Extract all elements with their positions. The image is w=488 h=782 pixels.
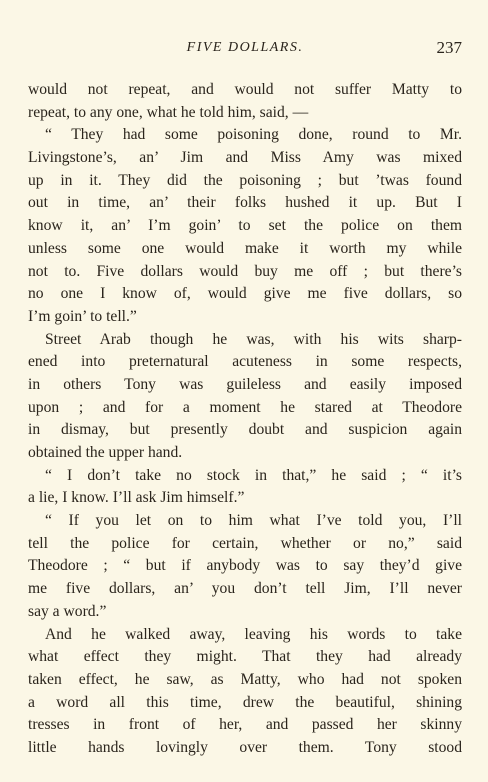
text-line: taken effect, he saw, as Matty, who had not spoken (28, 670, 462, 688)
text-line: unless some one would make it worth my while (28, 239, 462, 257)
text-line: repeat, to any one, what he told him, said, — (28, 103, 309, 121)
text-line: upon ; and for a moment he stared at Theodore (28, 398, 462, 416)
text-line: would not repeat, and would not suffer Matty to (28, 81, 462, 98)
text-line: “ I don’t take no stock in that,” he said ; “ it’s (45, 466, 462, 484)
text-line: I’m goin’ to tell.” (28, 307, 137, 325)
text-line: “ If you let on to him what I’ve told you, I’ll (45, 512, 462, 530)
text-line: in dismay, but presently doubt and suspicion again (28, 421, 462, 439)
text-line: Livingstone’s, an’ Jim and Miss Amy was mixed (28, 149, 462, 167)
text-line: obtained the upper hand. (28, 444, 183, 461)
text-line: what effect they might. That they had already (28, 648, 462, 666)
text-line: tell the police for certain, whether or no,” said (28, 534, 462, 552)
text-line: And he walked away, leaving his words to take (45, 625, 462, 643)
text-line: me five dollars, an’ you don’t tell Jim, I’ll never (28, 580, 462, 598)
text-line: a lie, I know. I’ll ask Jim himself.” (28, 489, 245, 507)
text-line: know it, an’ I’m goin’ to set the police on them (28, 217, 462, 235)
text-line: “ They had some poisoning done, round to Mr. (45, 126, 462, 144)
text-line: in others Tony was guileless and easily imposed (28, 375, 462, 393)
text-line: ened into preternatural acuteness in some respects, (28, 353, 462, 371)
text-line: little hands lovingly over them. Tony stood (28, 738, 462, 756)
page-number: 237 (436, 38, 462, 57)
text-line: say a word.” (28, 602, 107, 620)
text-line: up in it. They did the poisoning ; but ’twas found (28, 171, 462, 189)
text-line: out in time, an’ their folks hushed it up. But I (28, 194, 462, 212)
text-line: Street Arab though he was, with his wits sharp- (45, 330, 462, 348)
text-line: a word all this time, drew the beautiful, shining (28, 693, 462, 711)
text-line: tresses in front of her, and passed her skinny (28, 716, 462, 734)
text-line: no one I know of, would give me five dollars, so (28, 285, 462, 303)
running-title: FIVE DOLLARS. (186, 40, 304, 55)
body-text (28, 79, 462, 760)
text-line: Theodore ; “ but if anybody was to say they’d give (28, 557, 462, 575)
text-line: not to. Five dollars would buy me off ; but there’s (28, 262, 462, 280)
page-header (28, 38, 462, 60)
